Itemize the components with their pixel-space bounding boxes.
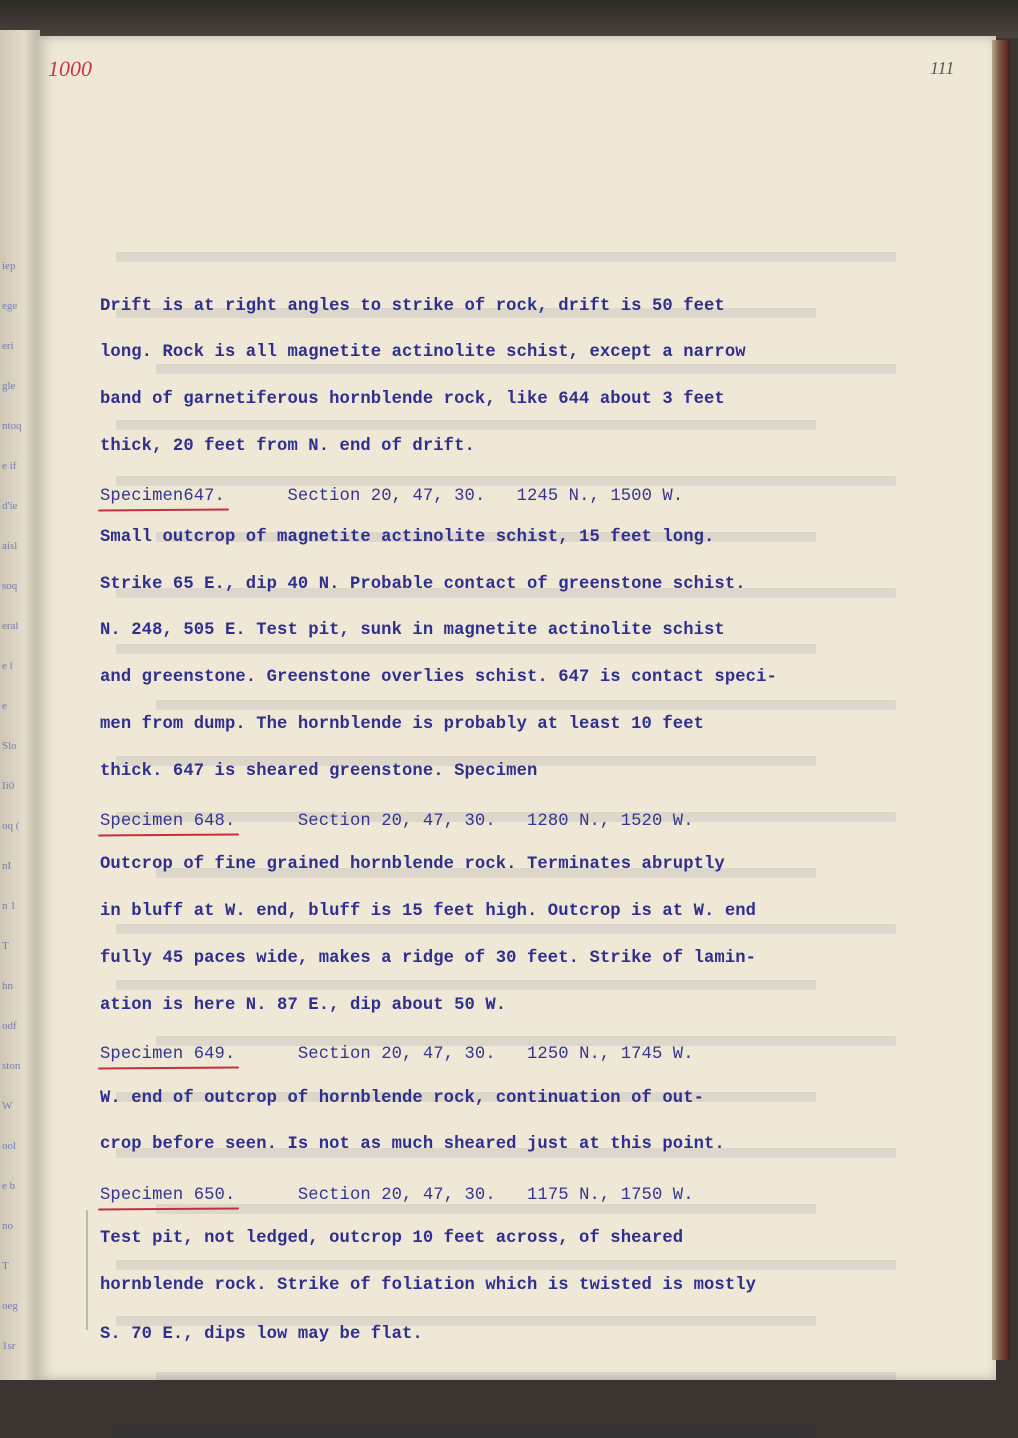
specimen-label: Specimen 648.: [100, 812, 236, 831]
facing-page-fragment: T: [2, 1260, 9, 1272]
text-line: fully 45 paces wide, makes a ridge of 30 feet. Strike of lamin-: [100, 949, 757, 968]
specimen-location: Section 20, 47, 30. 1175 N., 1750 W.: [297, 1186, 694, 1205]
text-line: S. 70 E., dips low may be flat.: [100, 1325, 423, 1344]
folio-number-right: 111: [930, 58, 955, 78]
facing-page-fragment: W: [2, 1100, 13, 1112]
facing-page-fragment: nI: [2, 860, 12, 872]
specimen-location: Section 20, 47, 30. 1280 N., 1520 W.: [297, 812, 694, 831]
facing-page-fragment: eral: [2, 620, 19, 632]
facing-page-fragment: e: [2, 700, 7, 712]
specimen-label: Specimen 650.: [100, 1186, 236, 1205]
specimen-location: Section 20, 47, 30. 1250 N., 1745 W.: [297, 1045, 694, 1064]
text-line: Strike 65 E., dip 40 N. Probable contact of greenstone schist.: [100, 575, 746, 594]
specimen-label: Specimen647.: [100, 487, 225, 506]
show-through-text: [116, 206, 936, 1356]
specimen-location: Section 20, 47, 30. 1245 N., 1500 W.: [287, 487, 684, 506]
facing-page-fragment: soq: [2, 580, 18, 592]
text-line: band of garnetiferous hornblende rock, like 644 about 3 feet: [100, 390, 725, 409]
notebook-page: [36, 36, 996, 1380]
specimen-header: [100, 1186, 694, 1205]
text-line: W. end of outcrop of hornblende rock, continuation of out-: [100, 1089, 705, 1108]
facing-page-fragment: eri: [2, 340, 14, 352]
facing-page-fragment: ston: [2, 1060, 21, 1072]
text-line: thick. 647 is sheared greenstone. Specimen: [100, 762, 538, 781]
facing-page-fragment: oq (: [2, 820, 20, 832]
folio-number-left: 1000: [48, 56, 92, 81]
specimen-header: [100, 487, 683, 506]
text-line: Drift is at right angles to strike of rock, drift is 50 feet: [100, 297, 725, 316]
book-top-edge: [0, 0, 1018, 38]
facing-page-fragment: ege: [2, 300, 18, 312]
text-line: Outcrop of fine grained hornblende rock. Terminates abruptly: [100, 855, 725, 874]
facing-page-edge: [0, 30, 40, 1380]
book-spine-edge: [992, 40, 1010, 1360]
specimen-header: [100, 812, 694, 831]
facing-page-fragment: gle: [2, 380, 16, 392]
text-line: men from dump. The hornblende is probably at least 10 feet: [100, 715, 705, 734]
facing-page-fragment: iep: [2, 260, 16, 272]
facing-page-fragment: ntoq: [2, 420, 22, 432]
facing-page-fragment: aisl: [2, 540, 18, 552]
facing-page-fragment: e if: [2, 460, 17, 472]
facing-page-fragment: Slo: [2, 740, 17, 752]
text-line: N. 248, 505 E. Test pit, sunk in magnetite actinolite schist: [100, 621, 725, 640]
text-line: Test pit, not ledged, outcrop 10 feet across, of sheared: [100, 1229, 684, 1248]
facing-page-fragment: T: [2, 940, 9, 952]
facing-page-fragment: ool: [2, 1140, 17, 1152]
text-line: Small outcrop of magnetite actinolite schist, 15 feet long.: [100, 528, 715, 547]
text-line: in bluff at W. end, bluff is 15 feet high. Outcrop is at W. end: [100, 902, 757, 921]
text-line: thick, 20 feet from N. end of drift.: [100, 437, 475, 456]
text-line: hornblende rock. Strike of foliation which is twisted is mostly: [100, 1276, 757, 1295]
specimen-header: [100, 1045, 694, 1064]
facing-page-fragment: hn: [2, 980, 13, 992]
facing-page-text: [0, 30, 36, 1380]
text-line: ation is here N. 87 E., dip about 50 W.: [100, 996, 507, 1015]
facing-page-fragment: odf: [2, 1020, 17, 1032]
facing-page-fragment: Ii0: [2, 780, 15, 792]
facing-page-fragment: e l: [2, 660, 13, 672]
facing-page-fragment: 1sr: [2, 1340, 16, 1352]
specimen-label: Specimen 649.: [100, 1045, 236, 1064]
facing-page-fragment: oeg: [2, 1300, 18, 1312]
facing-page-fragment: n 1: [2, 900, 16, 912]
facing-page-fragment: e b: [2, 1180, 16, 1192]
facing-page-fragment: d'ie: [2, 500, 18, 512]
margin-bracket: [86, 1210, 88, 1330]
text-line: long. Rock is all magnetite actinolite schist, except a narrow: [100, 343, 746, 362]
text-line: crop before seen. Is not as much sheared just at this point.: [100, 1135, 725, 1154]
facing-page-fragment: no: [2, 1220, 13, 1232]
text-line: and greenstone. Greenstone overlies schist. 647 is contact speci-: [100, 668, 777, 687]
